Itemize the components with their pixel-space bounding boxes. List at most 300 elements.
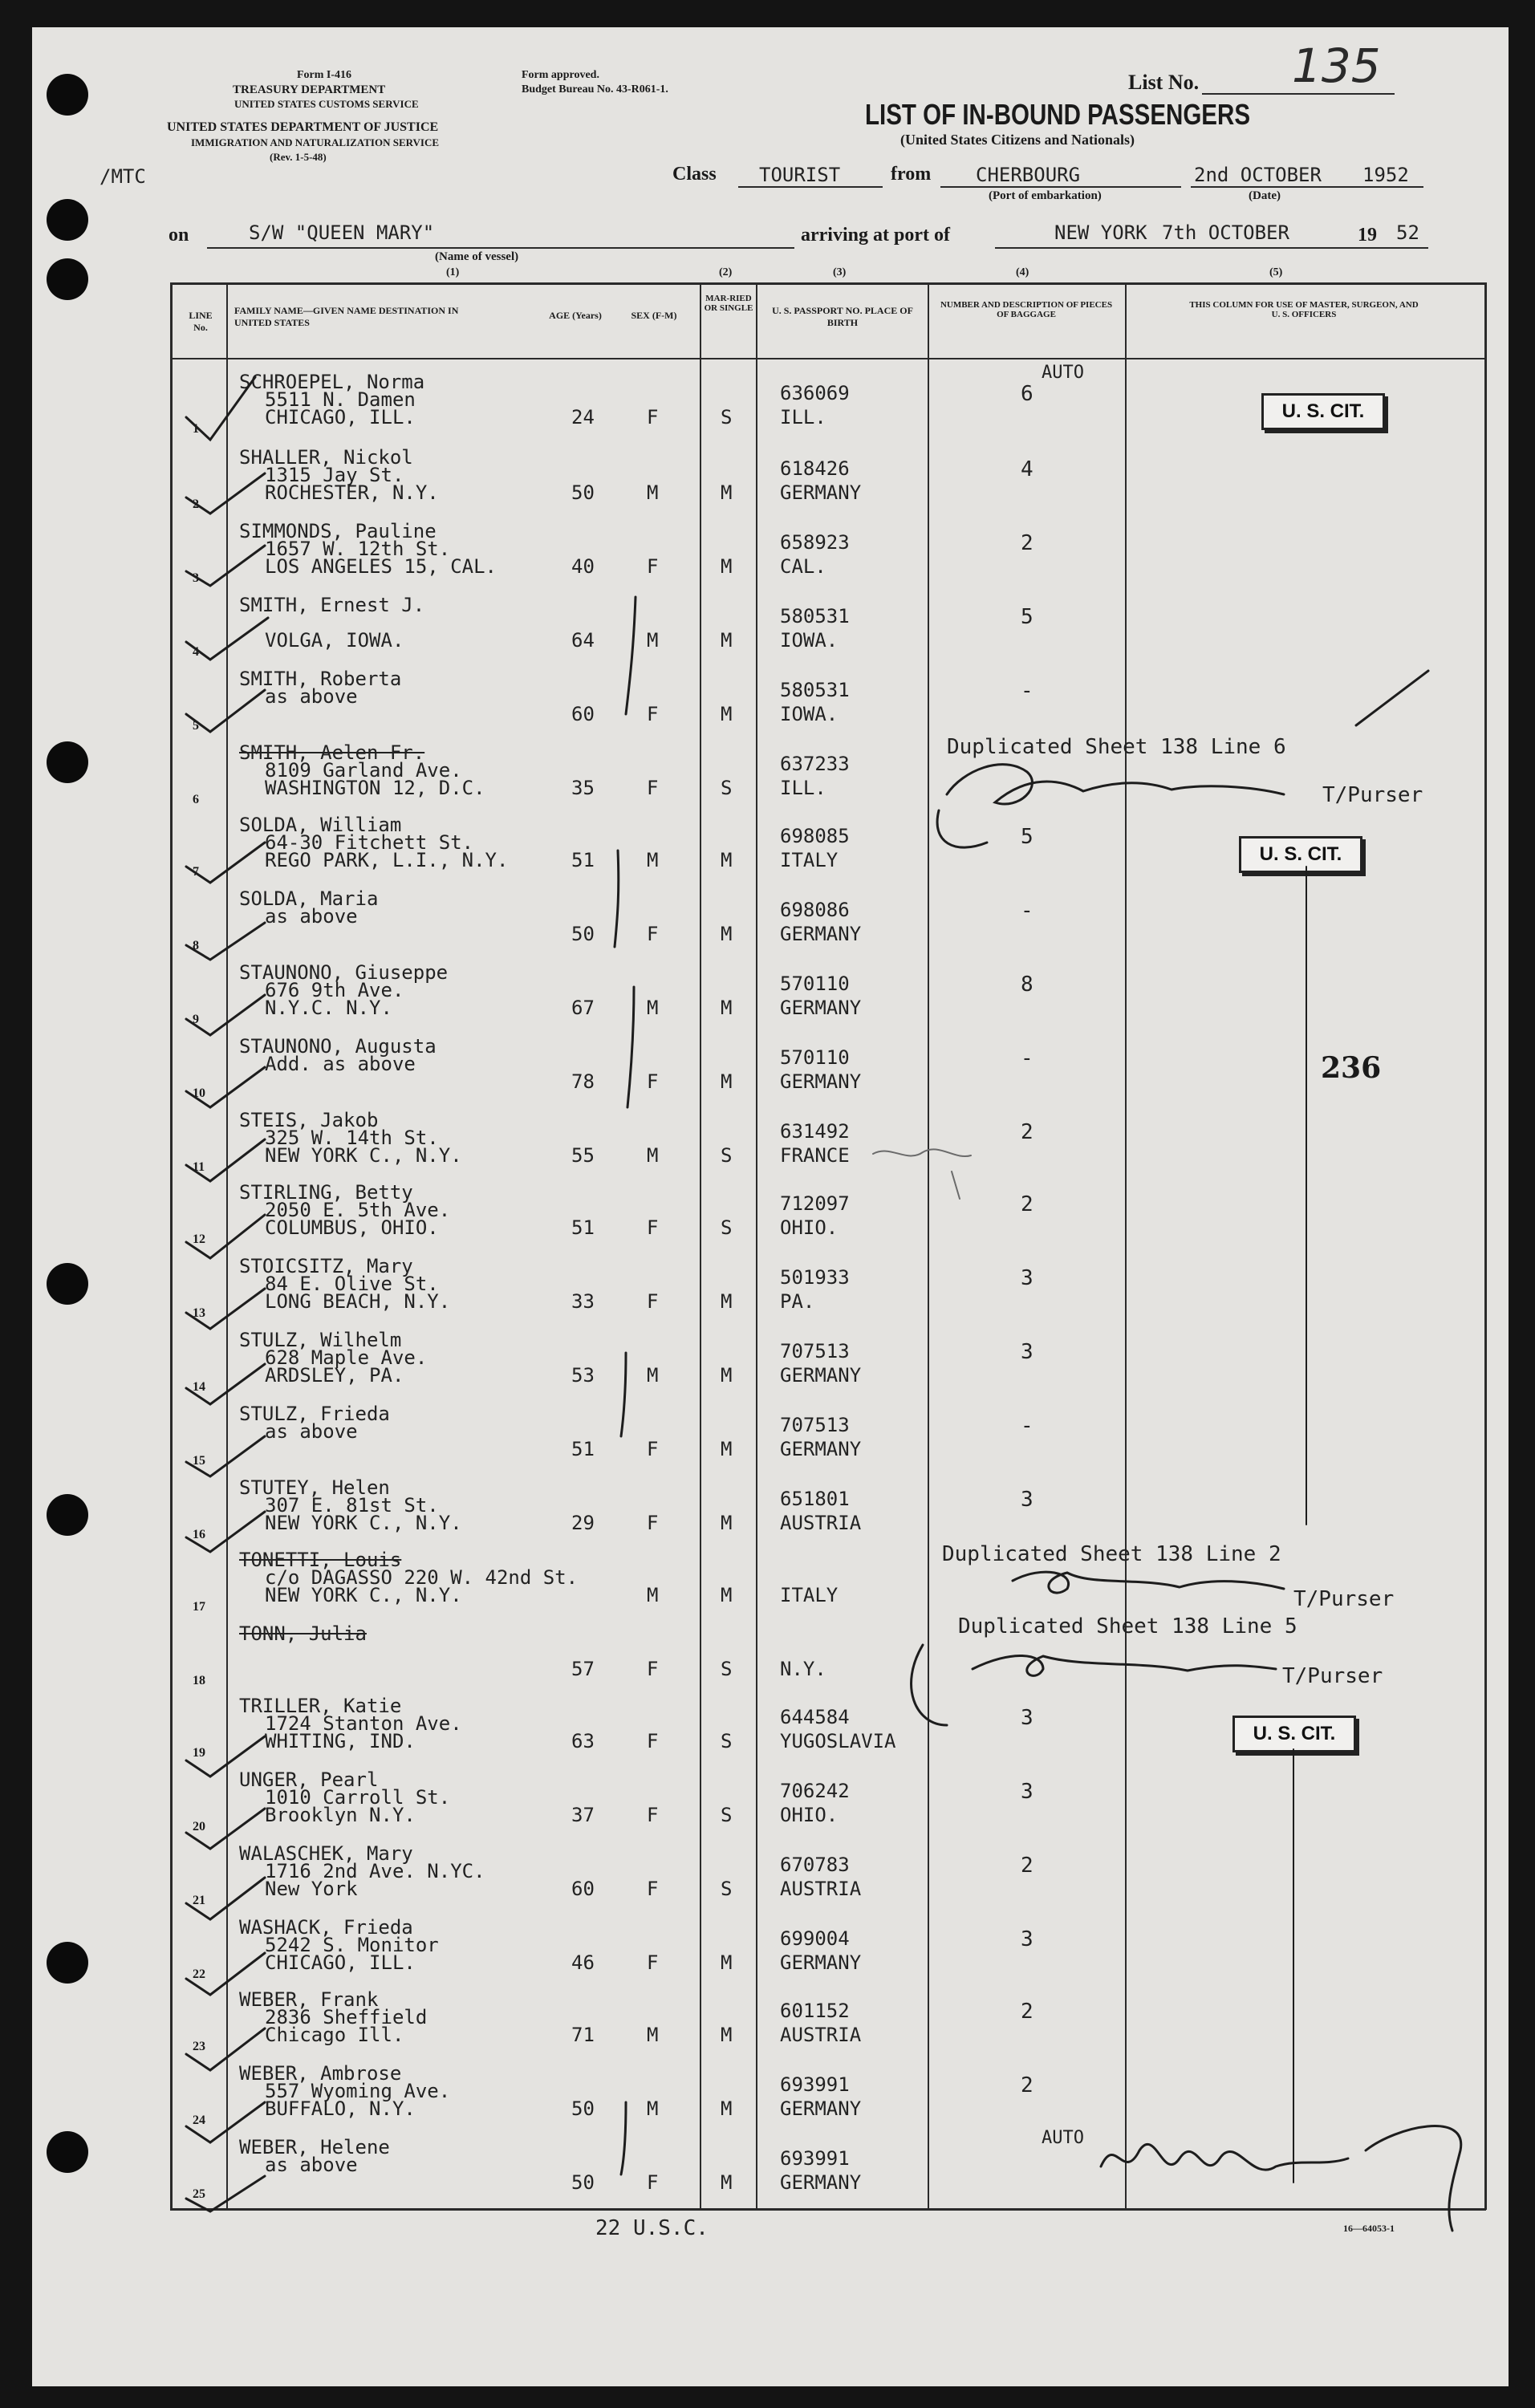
line-number: 1 xyxy=(193,422,199,436)
sex-value: M xyxy=(647,1584,659,1606)
birthplace: GERMANY xyxy=(780,481,862,504)
line-number: 3 xyxy=(193,571,199,585)
customs-service: UNITED STATES CUSTOMS SERVICE xyxy=(234,98,419,110)
passport-number: 637233 xyxy=(780,753,850,775)
age-value: 63 xyxy=(571,1730,595,1752)
bracket-stroke xyxy=(615,851,619,947)
baggage-count: 3 xyxy=(1021,1780,1033,1804)
marital-status: M xyxy=(721,1438,733,1460)
passenger-name: SHALLER, Nickol xyxy=(239,446,413,469)
list-no-label: List No. xyxy=(1128,71,1200,94)
sex-value: M xyxy=(647,2097,659,2120)
passport-number: 636069 xyxy=(780,382,850,404)
marital-status: M xyxy=(721,555,733,578)
passport-number: 501933 xyxy=(780,1266,850,1289)
passenger-name: SCHROEPEL, Norma xyxy=(239,371,425,393)
address-line-1: 2050 E. 5th Ave. xyxy=(265,1199,451,1221)
sex-value: F xyxy=(647,555,659,578)
purser-signature xyxy=(912,1645,947,1725)
address-line-1: 1716 2nd Ave. N.YC. xyxy=(265,1860,485,1882)
birthplace: AUSTRIA xyxy=(780,2024,862,2046)
col-header-name: FAMILY NAME—GIVEN NAME DESTINATION IN UNITED STATES xyxy=(234,305,459,328)
passport-number: 698085 xyxy=(780,825,850,847)
marital-status: S xyxy=(721,1658,733,1680)
passenger-name: SMITH, Ernest J. xyxy=(239,594,425,616)
col-header-age: AGE (Years) xyxy=(549,310,602,321)
col-header-baggage: NUMBER AND DESCRIPTION OF PIECES OF BAGGAGE xyxy=(940,300,1113,319)
us-citizen-stamp: U. S. CIT. xyxy=(1261,393,1385,430)
sex-value: F xyxy=(647,923,659,945)
col-num-4: (4) xyxy=(1016,266,1029,278)
check-mark xyxy=(186,843,265,883)
line-number: 13 xyxy=(193,1306,205,1320)
age-value: 51 xyxy=(571,1216,595,1239)
baggage-count: 3 xyxy=(1021,1340,1033,1364)
passport-number: 570110 xyxy=(780,1046,850,1069)
line-number: 11 xyxy=(193,1160,205,1174)
pencil-annotation xyxy=(873,1149,971,1199)
justice-department: UNITED STATES DEPARTMENT OF JUSTICE xyxy=(167,120,439,134)
arrival-port: NEW YORK xyxy=(1054,221,1147,244)
sex-value: F xyxy=(647,1951,659,1974)
address-line-1: as above xyxy=(265,905,358,928)
check-mark xyxy=(186,2102,265,2142)
check-mark xyxy=(186,2028,265,2070)
birthplace: OHIO. xyxy=(780,1804,839,1826)
col-header-passport: U. S. PASSPORT NO. PLACE OF BIRTH xyxy=(772,305,913,328)
passenger-name: WEBER, Frank xyxy=(239,1988,379,2011)
passport-number: 651801 xyxy=(780,1488,850,1510)
address-line-2: NEW YORK C., N.Y. xyxy=(265,1144,462,1167)
sex-value: M xyxy=(647,1144,659,1167)
passenger-name: STAUNONO, Augusta xyxy=(239,1035,437,1058)
address-line-1: 5511 N. Damen xyxy=(265,388,416,411)
us-citizen-stamp: U. S. CIT. xyxy=(1232,1716,1356,1752)
marital-status: M xyxy=(721,1364,733,1387)
officer-signature xyxy=(1366,2126,1461,2231)
check-mark xyxy=(186,473,265,514)
marital-status: M xyxy=(721,2097,733,2120)
passport-number: 618426 xyxy=(780,457,850,480)
address-line-2: BUFFALO, N.Y. xyxy=(265,2097,416,2120)
marital-status: M xyxy=(721,481,733,504)
address-line-1: 8109 Garland Ave. xyxy=(265,759,462,782)
age-value: 60 xyxy=(571,1878,595,1900)
passenger-name: SMITH, Aelen Fr. xyxy=(239,741,425,764)
baggage-note: AUTO xyxy=(1042,2128,1084,2148)
birthplace: GERMANY xyxy=(780,1951,862,1974)
check-mark xyxy=(186,995,265,1035)
age-value: 50 xyxy=(571,2097,595,2120)
sex-value: M xyxy=(647,629,659,652)
address-line-2: WHITING, IND. xyxy=(265,1730,416,1752)
col-header-line-no: LINE No. xyxy=(189,310,213,333)
sex-value: F xyxy=(647,1438,659,1460)
address-line-2: REGO PARK, L.I., N.Y. xyxy=(265,849,509,871)
baggage-count: - xyxy=(1021,1046,1033,1070)
passenger-name: STULZ, Wilhelm xyxy=(239,1329,402,1351)
baggage-count: 5 xyxy=(1021,605,1033,629)
line-number: 6 xyxy=(193,793,199,806)
baggage-count: 3 xyxy=(1021,1927,1033,1951)
baggage-count: 3 xyxy=(1021,1706,1033,1730)
baggage-count: 2 xyxy=(1021,1192,1033,1216)
address-line-2: ROCHESTER, N.Y. xyxy=(265,481,439,504)
marital-status: M xyxy=(721,629,733,652)
age-value: 37 xyxy=(571,1804,595,1826)
address-line-2: Chicago Ill. xyxy=(265,2024,404,2046)
passport-number: 580531 xyxy=(780,605,850,627)
baggage-count: 2 xyxy=(1021,531,1033,555)
line-number: 15 xyxy=(193,1454,205,1468)
address-line-2: LOS ANGELES 15, CAL. xyxy=(265,555,497,578)
line-number: 25 xyxy=(193,2187,205,2201)
marital-status: M xyxy=(721,1290,733,1313)
sex-value: M xyxy=(647,997,659,1019)
line-number: 12 xyxy=(193,1232,205,1246)
birthplace: ITALY xyxy=(780,1584,839,1606)
address-line-1: 676 9th Ave. xyxy=(265,979,404,1001)
birthplace: ILL. xyxy=(780,777,826,799)
passport-number: 601152 xyxy=(780,2000,850,2022)
check-mark xyxy=(186,690,265,732)
birthplace: ITALY xyxy=(780,849,839,871)
marital-status: S xyxy=(721,1144,733,1167)
address-line-2: LONG BEACH, N.Y. xyxy=(265,1290,451,1313)
passport-number: 693991 xyxy=(780,2147,850,2170)
passport-number: 712097 xyxy=(780,1192,850,1215)
check-mark xyxy=(186,377,255,440)
passport-number: 631492 xyxy=(780,1120,850,1143)
address-line-2: COLUMBUS, OHIO. xyxy=(265,1216,439,1239)
address-line-2: Brooklyn N.Y. xyxy=(265,1804,416,1826)
baggage-count: 4 xyxy=(1021,457,1033,481)
address-line-2: WASHINGTON 12, D.C. xyxy=(265,777,485,799)
line-number: 10 xyxy=(193,1086,205,1100)
address-line-1: 325 W. 14th St. xyxy=(265,1127,439,1149)
baggage-count: 5 xyxy=(1021,825,1033,849)
marital-status: M xyxy=(721,1584,733,1606)
check-mark xyxy=(186,1878,265,1919)
passenger-name: SOLDA, William xyxy=(239,814,402,836)
line-number: 21 xyxy=(193,1894,205,1907)
address-line-1: 5242 S. Monitor xyxy=(265,1934,439,1956)
purser-label-2: T/Purser xyxy=(1293,1587,1395,1611)
departure-date: 2nd OCTOBER xyxy=(1194,164,1322,186)
list-number-handwritten: 135 xyxy=(1292,39,1381,93)
baggage-count: 2 xyxy=(1021,2000,1033,2024)
address-line-1: Add. as above xyxy=(265,1053,416,1075)
passenger-name: STUTEY, Helen xyxy=(239,1476,390,1499)
marital-status: M xyxy=(721,1512,733,1534)
passenger-name: SOLDA, Maria xyxy=(239,887,379,910)
bracket-stroke xyxy=(626,597,636,714)
line-number: 20 xyxy=(193,1820,205,1833)
purser-label-3: T/Purser xyxy=(1282,1664,1383,1688)
duplicated-note-2: Duplicated Sheet 138 Line 2 xyxy=(942,1542,1281,1566)
vessel-name: S/W "QUEEN MARY" xyxy=(249,221,435,244)
bracket-stroke xyxy=(621,2102,626,2175)
date-caption: (Date) xyxy=(1249,189,1281,202)
form-code: 16—64053-1 xyxy=(1343,2223,1395,2234)
check-mark xyxy=(186,1067,265,1107)
birthplace: CAL. xyxy=(780,555,826,578)
passenger-name: WEBER, Helene xyxy=(239,2136,390,2158)
passport-number: 699004 xyxy=(780,1927,850,1950)
col-header-officers: THIS COLUMN FOR USE OF MASTER, SURGEON, AND U. S. OFFICERS xyxy=(1189,300,1419,319)
age-value: 67 xyxy=(571,997,595,1019)
sex-value: F xyxy=(647,703,659,725)
address-line-2: N.Y.C. N.Y. xyxy=(265,997,392,1019)
birthplace: IOWA. xyxy=(780,703,839,725)
check-mark xyxy=(186,1139,265,1181)
line-number: 17 xyxy=(193,1600,205,1614)
tick-stroke xyxy=(1356,671,1428,725)
check-mark xyxy=(186,1289,265,1329)
birthplace: GERMANY xyxy=(780,2171,862,2194)
marital-status: S xyxy=(721,1730,733,1752)
line-number: 24 xyxy=(193,2114,205,2127)
form-approved: Form approved. xyxy=(522,69,599,81)
marital-status: M xyxy=(721,2171,733,2194)
col-header-married: MAR-RIED OR SINGLE xyxy=(704,294,753,313)
birthplace: GERMANY xyxy=(780,1070,862,1093)
address-line-1: 307 E. 81st St. xyxy=(265,1494,439,1517)
line-number: 23 xyxy=(193,2040,205,2053)
passenger-name: STEIS, Jakob xyxy=(239,1109,379,1131)
sex-value: F xyxy=(647,406,659,428)
purser-signature xyxy=(973,1655,1276,1675)
age-value: 50 xyxy=(571,923,595,945)
passenger-name: TRILLER, Katie xyxy=(239,1695,402,1717)
marital-status: M xyxy=(721,849,733,871)
on-label: on xyxy=(169,225,189,246)
check-mark xyxy=(186,1364,265,1404)
port-caption: (Port of embarkation) xyxy=(989,189,1102,202)
form-title: LIST OF IN-BOUND PASSENGERS xyxy=(865,98,1251,131)
line-number: 19 xyxy=(193,1746,205,1760)
baggage-note: AUTO xyxy=(1042,363,1084,383)
check-mark xyxy=(186,2176,265,2211)
age-value: 78 xyxy=(571,1070,595,1093)
sex-value: F xyxy=(647,777,659,799)
vessel-caption: (Name of vessel) xyxy=(435,250,519,263)
address-line-2: NEW YORK C., N.Y. xyxy=(265,1584,462,1606)
line-number: 9 xyxy=(193,1013,199,1026)
class-value: TOURIST xyxy=(759,164,841,186)
marital-status: S xyxy=(721,1804,733,1826)
age-value: 29 xyxy=(571,1512,595,1534)
baggage-count: - xyxy=(1021,1414,1033,1438)
passenger-name: SIMMONDS, Pauline xyxy=(239,520,437,542)
marital-status: M xyxy=(721,923,733,945)
line-number: 5 xyxy=(193,719,199,733)
arriving-label: arriving at port of xyxy=(801,225,950,246)
baggage-count: 3 xyxy=(1021,1488,1033,1512)
check-mark xyxy=(186,1953,265,1995)
from-label: from xyxy=(891,164,932,185)
marital-status: S xyxy=(721,1878,733,1900)
check-mark xyxy=(186,1736,265,1777)
birthplace: GERMANY xyxy=(780,923,862,945)
passport-number: 707513 xyxy=(780,1340,850,1362)
passenger-name: WEBER, Ambrose xyxy=(239,2062,402,2085)
age-value: 33 xyxy=(571,1290,595,1313)
address-line-1: 628 Maple Ave. xyxy=(265,1346,428,1369)
birthplace: ILL. xyxy=(780,406,826,428)
sex-value: F xyxy=(647,1512,659,1534)
sex-value: F xyxy=(647,1730,659,1752)
treasury-department: TREASURY DEPARTMENT xyxy=(233,83,386,96)
baggage-count: - xyxy=(1021,899,1033,923)
marital-status: S xyxy=(721,406,733,428)
line-number: 7 xyxy=(193,865,199,879)
passenger-name: STAUNONO, Giuseppe xyxy=(239,961,449,984)
address-line-2: New York xyxy=(265,1878,358,1900)
address-line-2: CHICAGO, ILL. xyxy=(265,1951,416,1974)
address-line-2: NEW YORK C., N.Y. xyxy=(265,1512,462,1534)
birthplace: YUGOSLAVIA xyxy=(780,1730,896,1752)
marital-status: M xyxy=(721,1070,733,1093)
revision-date: (Rev. 1-5-48) xyxy=(270,151,327,163)
address-line-1: 1724 Stanton Ave. xyxy=(265,1712,462,1735)
age-value: 40 xyxy=(571,555,595,578)
baggage-count: 8 xyxy=(1021,973,1033,997)
passenger-name: TONETTI, Louis xyxy=(239,1549,402,1571)
address-line-1: as above xyxy=(265,2154,358,2176)
duplicated-note-1: Duplicated Sheet 138 Line 6 xyxy=(947,735,1286,759)
marital-status: M xyxy=(721,2024,733,2046)
passenger-name: WASHACK, Frieda xyxy=(239,1916,413,1939)
address-line-1: c/o DAGASSO 220 W. 42nd St. xyxy=(265,1566,579,1589)
address-line-1: 1657 W. 12th St. xyxy=(265,538,451,560)
passport-number: 698086 xyxy=(780,899,850,921)
sex-value: F xyxy=(647,1804,659,1826)
passenger-name: SMITH, Roberta xyxy=(239,668,402,690)
number-236: 236 xyxy=(1321,1051,1382,1085)
age-value: 57 xyxy=(571,1658,595,1680)
age-value: 51 xyxy=(571,849,595,871)
birthplace: GERMANY xyxy=(780,997,862,1019)
address-line-1: 1315 Jay St. xyxy=(265,464,404,486)
age-value: 53 xyxy=(571,1364,595,1387)
age-value: 46 xyxy=(571,1951,595,1974)
col-num-1: (1) xyxy=(446,266,460,278)
line-number: 8 xyxy=(193,939,199,952)
birthplace: FRANCE xyxy=(780,1144,850,1167)
passport-number: 644584 xyxy=(780,1706,850,1728)
birthplace: GERMANY xyxy=(780,1364,862,1387)
line-number: 2 xyxy=(193,497,199,511)
baggage-count: 2 xyxy=(1021,1120,1033,1144)
passport-number: 693991 xyxy=(780,2073,850,2096)
marital-status: M xyxy=(721,1951,733,1974)
birthplace: N.Y. xyxy=(780,1658,826,1680)
age-value: 50 xyxy=(571,2171,595,2194)
arrival-date: 7th OCTOBER xyxy=(1162,221,1289,244)
age-value: 50 xyxy=(571,481,595,504)
passport-number: 707513 xyxy=(780,1414,850,1436)
sex-value: M xyxy=(647,2024,659,2046)
form-subtitle: (United States Citizens and Nationals) xyxy=(900,132,1135,148)
marital-status: M xyxy=(721,703,733,725)
sex-value: F xyxy=(647,1878,659,1900)
address-line-2: ARDSLEY, PA. xyxy=(265,1364,404,1387)
col-header-sex: SEX (F-M) xyxy=(631,310,677,321)
birthplace: IOWA. xyxy=(780,629,839,652)
age-value: 71 xyxy=(571,2024,595,2046)
birthplace: OHIO. xyxy=(780,1216,839,1239)
arrival-year: 52 xyxy=(1396,221,1419,244)
sex-value: F xyxy=(647,1290,659,1313)
marital-status: M xyxy=(721,997,733,1019)
col-num-3: (3) xyxy=(833,266,847,278)
check-mark xyxy=(186,618,268,660)
baggage-count: 6 xyxy=(1021,382,1033,406)
baggage-count: - xyxy=(1021,679,1033,703)
budget-bureau: Budget Bureau No. 43-R061-1. xyxy=(522,83,668,95)
passenger-name: WALASCHEK, Mary xyxy=(239,1842,413,1865)
birthplace: AUSTRIA xyxy=(780,1878,862,1900)
birthplace: GERMANY xyxy=(780,1438,862,1460)
check-mark xyxy=(186,1809,265,1849)
passenger-name: STOICSITZ, Mary xyxy=(239,1255,413,1277)
age-value: 60 xyxy=(571,703,595,725)
mtc-code: /MTC xyxy=(99,165,146,188)
baggage-count: 3 xyxy=(1021,1266,1033,1290)
address-line-1: 1010 Carroll St. xyxy=(265,1786,451,1809)
marital-status: S xyxy=(721,777,733,799)
age-value: 35 xyxy=(571,777,595,799)
form-number: Form I-416 xyxy=(297,69,352,81)
sex-value: F xyxy=(647,1658,659,1680)
line-number: 4 xyxy=(193,645,199,659)
sex-value: F xyxy=(647,2171,659,2194)
passenger-name: TONN, Julia xyxy=(239,1622,367,1645)
port-of-embarkation: CHERBOURG xyxy=(976,164,1081,186)
line-number: 22 xyxy=(193,1967,205,1981)
sex-value: F xyxy=(647,1070,659,1093)
passport-number: 580531 xyxy=(780,679,850,701)
marital-status: S xyxy=(721,1216,733,1239)
age-value: 51 xyxy=(571,1438,595,1460)
passenger-name: STULZ, Frieda xyxy=(239,1403,390,1425)
baggage-count: 2 xyxy=(1021,2073,1033,2097)
age-value: 55 xyxy=(571,1144,595,1167)
birthplace: AUSTRIA xyxy=(780,1512,862,1534)
sex-value: F xyxy=(647,1216,659,1239)
check-mark xyxy=(186,1436,265,1476)
address-line-1: 2836 Sheffield xyxy=(265,2006,428,2028)
passenger-name: STIRLING, Betty xyxy=(239,1181,413,1204)
address-line-1: as above xyxy=(265,1420,358,1443)
officer-signature xyxy=(1101,2144,1348,2170)
purser-signature xyxy=(1013,1572,1284,1593)
check-mark xyxy=(186,1215,265,1258)
check-mark xyxy=(186,1512,265,1552)
purser-signature xyxy=(937,810,987,847)
check-mark xyxy=(186,923,265,960)
passport-number: 706242 xyxy=(780,1780,850,1802)
passport-number: 658923 xyxy=(780,531,850,554)
sex-value: M xyxy=(647,849,659,871)
passenger-name: UNGER, Pearl xyxy=(239,1768,379,1791)
arrival-year-prefix: 19 xyxy=(1358,225,1377,246)
immigration-service: IMMIGRATION AND NATURALIZATION SERVICE xyxy=(191,136,440,148)
baggage-count: 2 xyxy=(1021,1854,1033,1878)
address-line-1: 64-30 Fitchett St. xyxy=(265,831,474,854)
sex-value: M xyxy=(647,481,659,504)
